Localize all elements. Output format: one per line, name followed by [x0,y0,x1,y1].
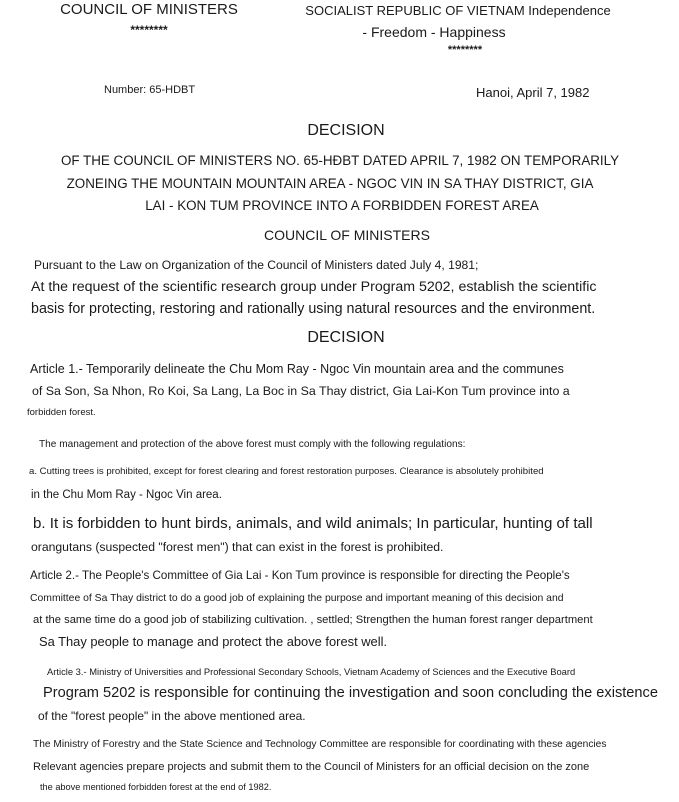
article-1-point-b-line-1: b. It is forbidden to hunt birds, animals, and wild animals; In particular, hunting of tall [33,515,593,532]
article-2-line-3: at the same time do a good job of stabilizing cultivation. , settled; Strengthen the human forest ranger department [33,614,593,626]
article-1-line-1: Article 1.- Temporarily delineate the Chu Mom Ray - Ngoc Vin mountain area and the communes [30,362,564,376]
article-2-line-4: Sa Thay people to manage and protect the above forest well. [39,634,388,649]
article-1-point-a-line-1: a. Cutting trees is prohibited, except for forest clearing and forest restoration purposes. Clearance is absolutely prohibited [29,466,544,477]
decision-title-line-1: OF THE COUNCIL OF MINISTERS NO. 65-HĐBT DATED APRIL 7, 1982 ON TEMPORARILY [60,153,620,168]
article-1-line-3: forbidden forest. [27,407,96,418]
article-3-line-3: of the "forest people" in the above mentioned area. [38,709,306,723]
article-1-point-a-line-2: in the Chu Mom Ray - Ngoc Vin area. [31,489,222,501]
preamble-line-3: basis for protecting, restoring and rationally using natural resources and the environment. [31,301,596,317]
article-2-line-2: Committee of Sa Thay district to do a good job of explaining the purpose and important meaning of this decision and [30,593,564,604]
article-1-point-b-line-2: orangutans (suspected "forest men") that can exist in the forest is prohibited. [31,540,444,554]
article-3-line-1: Article 3.- Ministry of Universities and Professional Secondary Schools, Vietnam Academy of Sciences and the Executive Board [47,666,576,677]
motto-stars: ******** [447,44,483,56]
decision-title-line-3: LAI - KON TUM PROVINCE INTO A FORBIDDEN FOREST AREA [145,198,539,213]
article-2-line-1: Article 2.- The People's Committee of Gia Lai - Kon Tum province is responsible for directing the People's [30,569,570,582]
decision-heading: DECISION [307,122,385,139]
decision-title-line-2: ZONEING THE MOUNTAIN MOUNTAIN AREA - NGOC VIN IN SA THAY DISTRICT, GIA [66,176,594,191]
authority-heading: COUNCIL OF MINISTERS [264,227,430,243]
issuer-stars: ******** [130,23,168,37]
decision-subheading: DECISION [307,329,385,346]
document-number: Number: 65-HDBT [104,84,196,96]
article-3-line-5: Relevant agencies prepare projects and submit them to the Council of Ministers for an official decision on the zone [33,761,590,773]
issuer-name: COUNCIL OF MINISTERS [60,1,238,18]
preamble-line-1: Pursuant to the Law on Organization of the Council of Ministers dated July 4, 1981; [34,258,479,272]
preamble-line-2: At the request of the scientific research group under Program 5202, establish the scientific [31,279,597,295]
article-1-line-2: of Sa Son, Sa Nhon, Ro Koi, Sa Lang, La Boc in Sa Thay district, Gia Lai-Kon Tum province into a [32,384,570,398]
article-3-line-6: the above mentioned forbidden forest at the end of 1982. [40,782,272,792]
republic-name: SOCIALIST REPUBLIC OF VIETNAM Independence [305,3,611,18]
article-3-line-2: Program 5202 is responsible for continuing the investigation and soon concluding the existence [43,685,658,701]
article-3-line-4: The Ministry of Forestry and the State Science and Technology Committee are responsible for coordinating with these agencies [33,739,607,750]
place-and-date: Hanoi, April 7, 1982 [476,85,590,100]
national-motto: - Freedom - Happiness [362,24,506,40]
article-1-management: The management and protection of the above forest must comply with the following regulations: [39,439,466,450]
